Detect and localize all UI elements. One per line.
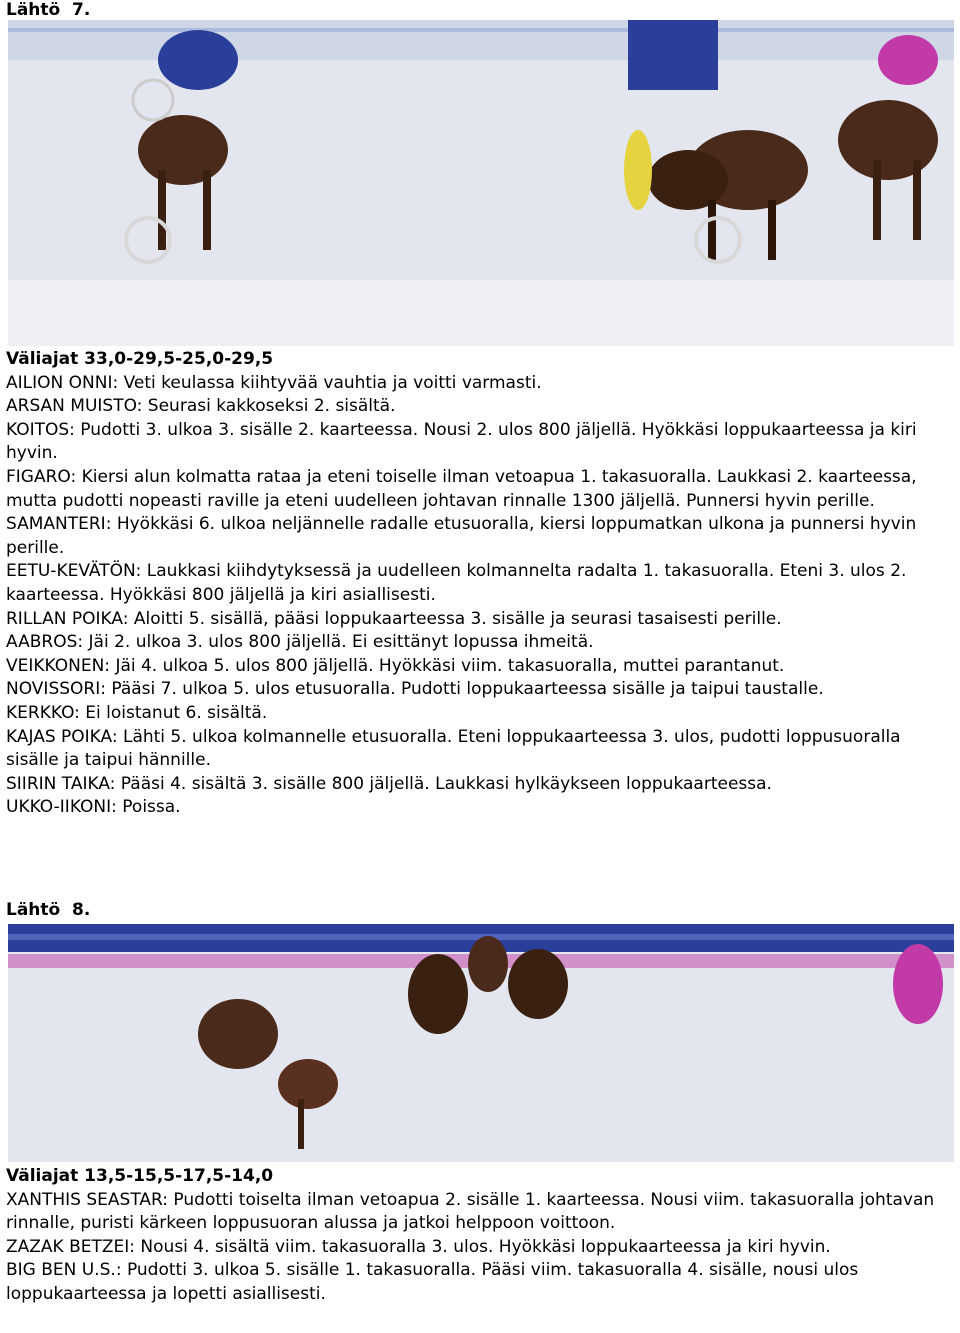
race-7-comment-10: NOVISSORI: Pääsi 7. ulkoa 5. ulos etusuoralla. Pudotti loppukaarteessa sisälle ja taipui taustalle.	[6, 679, 824, 700]
race-7-comment-3: KOITOS: Pudotti 3. ulkoa 3. sisälle 2. kaarteessa. Nousi 2. ulos 800 jäljellä. Hyökkäsi loppukaarteessa ja kiri hyvin.	[6, 419, 917, 464]
race-7-comment-6: EETU-KEVÄTÖN: Laukkasi kiihdytyksessä ja uudelleen kolmannelta radalta 1. takasuoralla. Eteni 3. ulos 2. kaarteessa. Hyökkäsi 800 jäljellä ja kiri asiallisesti.	[6, 561, 907, 605]
race-8-finish-photo	[8, 924, 954, 1162]
race-7-comment-11: KERKKO: Ei loistanut 6. sisältä.	[6, 702, 268, 723]
race-8-section	[6, 1165, 954, 1307]
race-7-comment-7: RILLAN POIKA: Aloitti 5. sisällä, pääsi loppukaarteessa 3. sisälle ja seurasi tasaisesti perille.	[6, 608, 782, 629]
race-8-heading: Lähtö 8.	[6, 900, 91, 920]
race-8-comment-3: BIG BEN U.S.: Pudotti 3. ulkoa 5. sisälle 1. takasuoralla. Pääsi viim. takasuoralla 4. sisälle, nousi ulos loppukaarteessa ja lopetti asiallisesti.	[6, 1260, 859, 1304]
race-7-comment-14: UKKO-IIKONI: Poissa.	[6, 797, 181, 818]
race-7-comment-9: VEIKKONEN: Jäi 4. ulkoa 5. ulos 800 jäljellä. Hyökkäsi viim. takasuoralla, muttei parantanut.	[6, 655, 785, 676]
race-7-comment-12: KAJAS POIKA: Lähti 5. ulkoa kolmannelle etusuoralla. Eteni loppukaarteessa 3. ulos, pudotti loppusuoralla sisälle ja taipui hännille.	[6, 726, 901, 771]
race-8-splits: Väliajat 13,5-15,5-17,5-14,0	[6, 1166, 274, 1186]
race-8-comment-1: XANTHIS SEASTAR: Pudotti toiselta ilman vetoapua 2. sisälle 1. kaarteessa. Nousi viim. takasuoralla johtavan rinnalle, puristi kärkeen loppusuoran alussa ja jatkoi helppoon voittoon.	[6, 1189, 935, 1234]
race-7-finish-photo	[8, 20, 954, 346]
race-7-comment-4: FIGARO: Kiersi alun kolmatta rataa ja eteni toiselle ilman vetoapua 1. takasuoralla. Laukkasi 2. kaarteessa, mutta pudotti nopeasti raville ja eteni uudelleen johtavan rinnalle 1300 jäljellä. Punnersi hyvin perille.	[6, 466, 917, 511]
race-7-heading: Lähtö 7.	[6, 0, 91, 20]
finish-photo-image	[8, 924, 954, 1162]
race-7-comment-2: ARSAN MUISTO: Seurasi kakkoseksi 2. sisältä.	[6, 396, 396, 417]
race-7-comment-13: SIIRIN TAIKA: Pääsi 4. sisältä 3. sisälle 800 jäljellä. Laukkasi hylkäykseen loppukaarteessa.	[6, 773, 772, 794]
race-7-comment-5: SAMANTERI: Hyökkäsi 6. ulkoa neljännelle radalle etusuoralla, kiersi loppumatkan ulkona ja punnersi hyvin perille.	[6, 514, 917, 558]
finish-photo-image	[8, 20, 954, 346]
race-7-comment-8: AABROS: Jäi 2. ulkoa 3. ulos 800 jäljellä. Ei esittänyt lopussa ihmeitä.	[6, 632, 594, 653]
race-7-section	[6, 348, 954, 820]
race-7-comment-1: AILION ONNI: Veti keulassa kiihtyvää vauhtia ja voitti varmasti.	[6, 372, 542, 393]
race-7-splits: Väliajat 33,0-29,5-25,0-29,5	[6, 349, 274, 369]
race-8-comment-2: ZAZAK BETZEI: Nousi 4. sisältä viim. takasuoralla 3. ulos. Hyökkäsi loppukaarteessa ja kiri hyvin.	[6, 1236, 831, 1257]
